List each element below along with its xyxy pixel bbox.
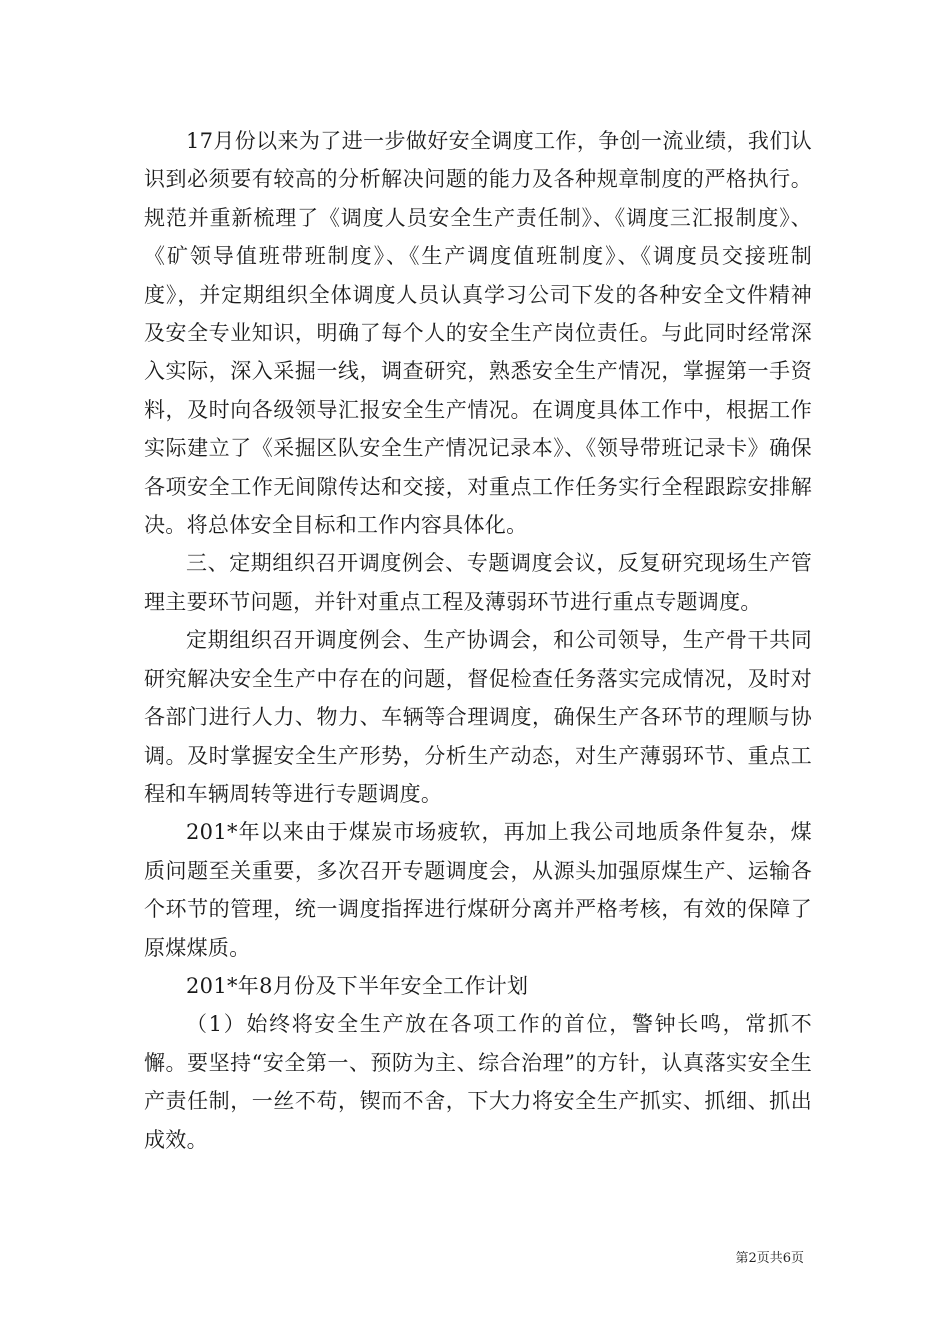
- section-heading-meetings: 三、定期组织召开调度例会、专题调度会议，反复研究现场生产管理主要环节问题，并针对重点工程及薄弱环节进行重点专题调度。: [144, 551, 812, 614]
- paragraph-plan-item-1: （1）始终将安全生产放在各项工作的首位，警钟长鸣，常抓不懈。要坚持“安全第一、预防为主、综合治理”的方针，认真落实安全生产责任制，一丝不苟，锲而不舍，下大力将安全生产抓实、抓细、抓出成效。: [144, 1012, 812, 1152]
- document-body: [144, 122, 812, 1159]
- section-heading-plan: 201*年8月份及下半年安全工作计划: [186, 973, 529, 998]
- page-footer: [0, 1247, 950, 1266]
- paragraph-coal-quality: 201*年以来由于煤炭市场疲软，再加上我公司地质条件复杂，煤质问题至关重要，多次召开专题调度会，从源头加强原煤生产、运输各个环节的管理，统一调度指挥进行煤研分离并严格考核，有效的保障了原煤煤质。: [144, 820, 812, 960]
- page-number: 第2页共6页: [735, 1251, 804, 1266]
- paragraph-regular-meetings: 定期组织召开调度例会、生产协调会，和公司领导，生产骨干共同研究解决安全生产中存在的问题，督促检查任务落实完成情况，及时对各部门进行人力、物力、车辆等合理调度，确保生产各环节的理顺与协调。及时掌握安全生产形势，分析生产动态，对生产薄弱环节、重点工程和车辆周转等进行专题调度。: [144, 628, 812, 806]
- paragraph-dispatch-work: 17月份以来为了进一步做好安全调度工作，争创一流业绩，我们认识到必须要有较高的分析解决问题的能力及各种规章制度的严格执行。规范并重新梳理了《调度人员安全生产责任制》、《调度三汇报制度》、《矿领导值班带班制度》、《生产调度值班制度》、《调度员交接班制度》，并定期组织全体调度人员认真学习公司下发的各种安全文件精神及安全专业知识，明确了每个人的安全生产岗位责任。与此同时经常深入实际，深入采掘一线，调查研究，熟悉安全生产情况，掌握第一手资料，及时向各级领导汇报安全生产情况。在调度具体工作中，根据工作实际建立了《采掘区队安全生产情况记录本》、《领导带班记录卡》确保各项安全工作无间隙传达和交接，对重点工作任务实行全程跟踪安排解决。将总体安全目标和工作内容具体化。: [144, 129, 812, 538]
